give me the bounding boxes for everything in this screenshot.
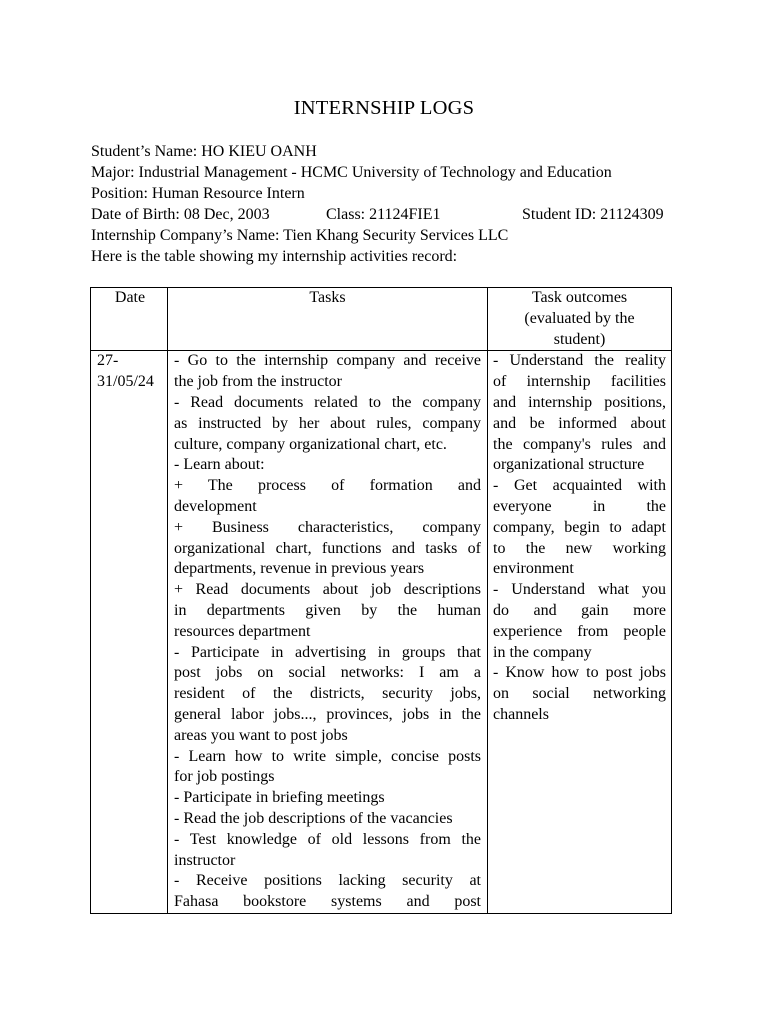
date-of-birth: Date of Birth: 08 Dec, 2003 (91, 206, 270, 223)
task-line: - Learn how to write simple, concise posts (174, 747, 481, 765)
outcome-line: of internship facilities (493, 373, 666, 391)
outcome-line: the company's rules and (493, 435, 666, 453)
outcome-line: - Know how to post jobs (493, 664, 666, 682)
outcome-line: and internship positions, (493, 393, 666, 411)
outcome-line: to the new working (493, 539, 666, 557)
outcome-line: organizational structure (493, 456, 645, 474)
header-date: Date (91, 288, 168, 351)
task-line: general labor jobs..., provinces, jobs in the (174, 705, 481, 723)
outcome-line: do and gain more (493, 601, 666, 619)
task-line: resources department (174, 622, 311, 640)
outcome-line: environment (493, 560, 574, 578)
table-row (91, 351, 672, 914)
company-line: Internship Company’s Name: Tien Khang Security Services LLC (91, 227, 509, 244)
internship-log-table (90, 287, 672, 914)
outcome-line: - Understand what you (493, 581, 666, 599)
table-header-row (91, 288, 672, 351)
outcomes-cell (488, 351, 672, 914)
header-outcomes-line: Task outcomes (531, 289, 628, 306)
outcome-line: - Get acquainted with (493, 477, 666, 495)
task-line: instructor (174, 851, 236, 869)
major-line: Major: Industrial Management - HCMC University of Technology and Education (91, 164, 612, 181)
intro-line: Here is the table showing my internship activities record: (91, 248, 458, 265)
header-outcomes-line: student) (553, 330, 606, 348)
task-line: - Learn about: (174, 456, 265, 474)
task-line: development (174, 497, 257, 515)
tasks-cell (168, 351, 488, 914)
task-line: for job postings (174, 768, 275, 786)
task-line: post jobs on social networks: I am a (174, 664, 481, 682)
task-line: - Read documents related to the company (174, 393, 481, 411)
document-title: INTERNSHIP LOGS (293, 97, 475, 119)
student-name: Student’s Name: HO KIEU OANH (91, 143, 317, 160)
task-line: as instructed by her about rules, company (174, 414, 481, 432)
task-line: - Receive positions lacking security at (174, 872, 481, 890)
outcome-line: in the company (493, 643, 592, 661)
outcome-line: - Understand the reality (493, 352, 666, 370)
outcome-line: on social networking (493, 685, 666, 703)
task-line: + Read documents about job descriptions (174, 581, 481, 599)
task-line: the job from the instructor (174, 373, 342, 391)
task-line: in departments given by the human (174, 601, 481, 619)
task-line: resident of the districts, security jobs, (174, 685, 481, 703)
task-line: - Go to the internship company and receive (174, 352, 481, 370)
outcome-line: channels (493, 705, 549, 723)
header-outcomes-line: (evaluated by the (524, 309, 635, 327)
date-line: 31/05/24 (97, 373, 154, 391)
task-line: + The process of formation and (174, 477, 481, 495)
task-line: - Test knowledge of old lessons from the (174, 830, 481, 848)
outcome-line: everyone in the (493, 497, 666, 515)
header-outcomes (488, 288, 672, 351)
date-cell (91, 351, 168, 914)
student-info (91, 141, 691, 267)
task-line: Fahasa bookstore systems and post (174, 893, 481, 911)
task-line: - Participate in advertising in groups that (174, 643, 481, 661)
task-line: culture, company organizational chart, etc. (174, 435, 447, 453)
task-line: - Read the job descriptions of the vacancies (174, 809, 453, 827)
student-id: Student ID: 21124309 (522, 206, 664, 223)
outcome-line: experience from people (493, 622, 666, 640)
outcome-line: company, begin to adapt (493, 518, 666, 536)
position-line: Position: Human Resource Intern (91, 185, 305, 202)
date-line: 27- (97, 352, 119, 370)
task-line: departments, revenue in previous years (174, 560, 425, 578)
outcome-line: and be informed about (493, 414, 666, 432)
task-line: + Business characteristics, company (174, 518, 481, 536)
class-value: Class: 21124FIE1 (326, 206, 441, 223)
dob-class-id-line (91, 204, 691, 225)
task-line: areas you want to post jobs (174, 726, 348, 744)
task-line: organizational chart, functions and tasks of (174, 539, 481, 557)
task-line: - Participate in briefing meetings (174, 789, 385, 807)
header-tasks: Tasks (168, 288, 488, 351)
